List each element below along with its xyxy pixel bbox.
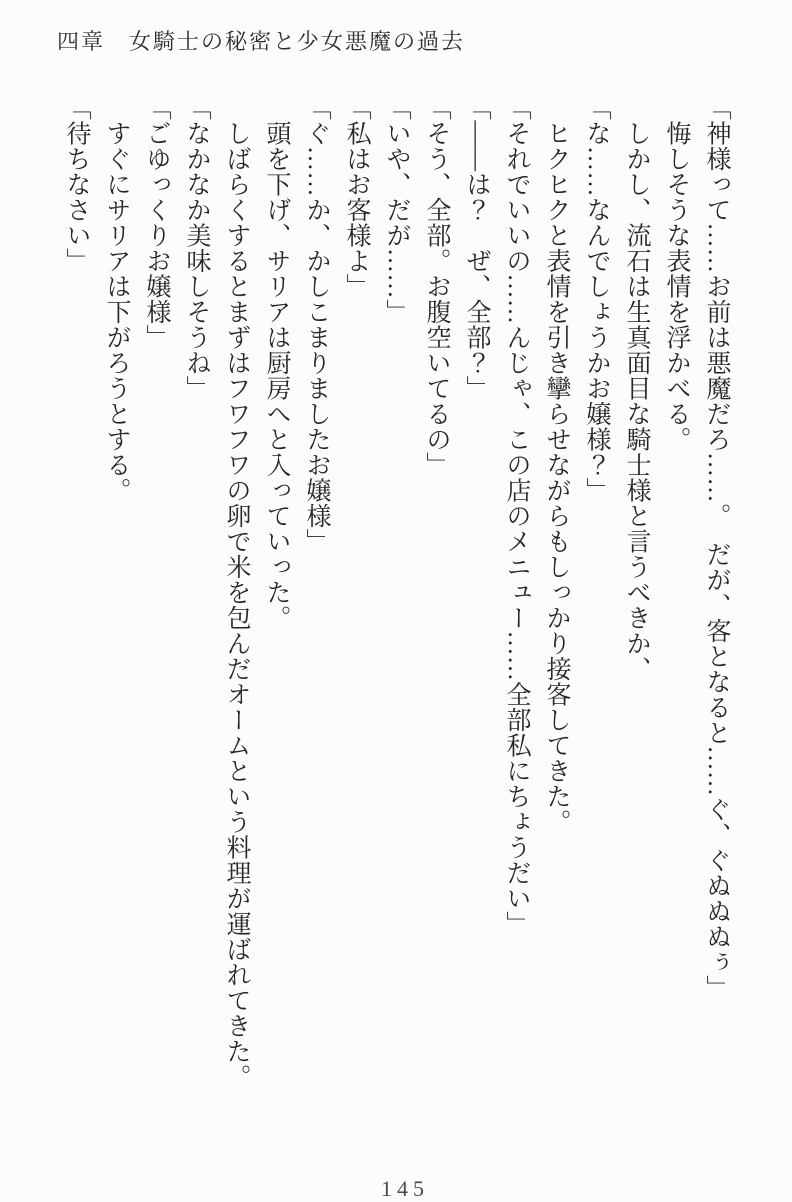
text-line: 「ごゆっくりお嬢様」 [143,95,170,350]
text-line: 「私はお客様よ」 [343,95,370,299]
text-line: 「――は？ ぜ、全部？」 [463,95,490,401]
text-line: 悔しそうな表情を浮かべる。 [663,95,690,452]
text-line: 「なかなか美味しそうね」 [183,95,210,401]
text-line: 「ぐ……か、かしこまりましたお嬢様」 [303,95,330,554]
text-line: しかし、流石は生真面目な騎士様と言うべきか、 [623,95,650,682]
text-line: 「いや、だが……」 [383,95,410,325]
page-number: 145 [381,1176,429,1201]
text-line: すぐにサリアは下がろうとする。 [103,95,130,503]
text-line: ヒクヒクと表情を引き攣らせながらもしっかり接客してきた。 [543,95,570,835]
text-line: 「神様って……お前は悪魔だろ……。 だが、客となると……ぐ、ぐぬぬぬぅ」 [703,95,730,1001]
text-line: 「な……なんでしょうかお嬢様？」 [583,95,610,503]
text-line: 「そう、全部。お腹空いてるの」 [423,95,450,478]
novel-text [56,95,736,1115]
text-line: 頭を下げ、サリアは厨房へと入っていった。 [263,95,290,631]
text-line: しばらくするとまずはフワフワの卵で米を包んだオームという料理が運ばれてきた。 [223,95,250,1090]
text-line: 「待ちなさい」 [63,95,90,274]
chapter-header: 四章 女騎士の秘密と少女悪魔の過去 [57,29,466,54]
text-line: 「それでいいの……んじゃ、この店のメニュー……全部私にちょうだい」 [503,95,530,937]
